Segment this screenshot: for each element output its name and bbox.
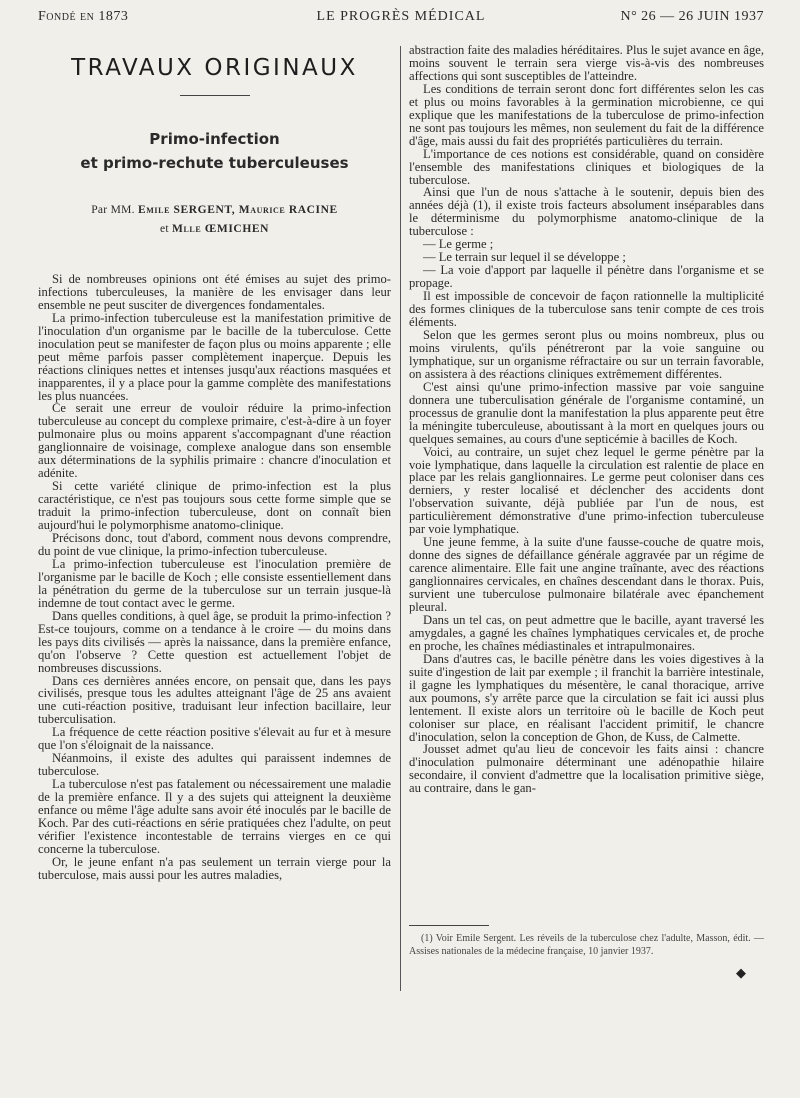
article-title-line2: et primo-rechute tuberculeuses (80, 153, 349, 172)
paragraph: Dans ces dernières années encore, on pensait que, dans les pays civilisés, presque tous les adultes atteignant l'âge de 25 ans avaient une cuti-réaction positive, traduisant leur infection bacillaire, leur tuberculisation. (38, 673, 391, 727)
paragraph: Voici, au contraire, un sujet chez lequel le germe pénètre par la voie lymphatique, dans laquelle la circulation est ralentie de place en place par les relais ganglionnaires. Le germe peut coloniser dans ces derniers, y rester localisé et déclencher des accidents dont l'observation suivante, déjà publiée par l'un de nous, est particulièrement démonstrative d'une primo-infection tuberculeuse par voie lymphatique. (409, 444, 764, 537)
paragraph: Jousset admet qu'au lieu de concevoir les faits ainsi : chancre d'inoculation pulmonaire déterminant une adénopathie hilaire secondaire, il convient d'admettre que la localisation primitive siège, au contraire, dans le gan- (409, 742, 764, 796)
paragraph: Or, le jeune enfant n'a pas seulement un terrain vierge pour la tuberculose, mais aussi pour les autres maladies, (38, 854, 391, 882)
paragraph: La fréquence de cette réaction positive s'élevait au fur et à mesure que l'on s'éloignait de la naissance. (38, 725, 391, 753)
paragraph: Dans un tel cas, on peut admettre que le bacille, ayant traversé les amygdales, a gagné les chaînes lymphatiques cervicales et, de proche en proche, les chaînes médiastinales et intrapulmonaires. (409, 612, 764, 653)
list-item: — Le terrain sur lequel il se développe ; (423, 250, 626, 265)
list-item: — La voie d'apport par laquelle il pénètre dans l'organisme et se propage. (409, 263, 764, 291)
section-title: TRAVAUX ORIGINAUX (71, 55, 358, 81)
authors-line2: Mlle ŒMICHEN (172, 222, 270, 235)
footnote-divider (409, 925, 489, 926)
article-title-line1: Primo-infection (149, 129, 280, 148)
right-column (409, 44, 764, 795)
running-head (38, 9, 764, 27)
header-journal-title: LE PROGRÈS MÉDICAL (316, 9, 486, 24)
paragraph: Si de nombreuses opinions ont été émises au sujet des primo-infections tuberculeuses, la manière de les envisager dans leur ensemble ne peut susciter de divergences fondamentales. (38, 271, 391, 312)
paragraph: L'importance de ces notions est considérable, quand on considère l'ensemble des manifestations cliniques et biologiques de la tuberculose. (409, 146, 764, 187)
title-divider (180, 95, 250, 96)
paragraph: La primo-infection tuberculeuse est l'inoculation première de l'organisme par le bacille de Koch ; elle consiste essentiellement dans la pénétration du germe de la tuberculose sur un terrain jusque-là indemne de tout contact avec le germe. (38, 556, 391, 610)
authors-prefix: Par MM. (91, 203, 135, 216)
paragraph: La primo-infection tuberculeuse est la manifestation primitive de l'inoculation d'un organisme par le bacille de la tuberculose. Cette inoculation peut se manifester de façon plus ou moins apparente ; elle peut même parfois passer complètement inaperçue. Depuis les réactions cliniques nettes et intenses jusqu'aux réactions masquées et inapparentes, il y a place pour la gamme complète des manifestations les plus nuancées. (38, 310, 391, 403)
paragraph: Si cette variété clinique de primo-infection est la plus caractéristique, ce n'est pas toujours sous cette forme simple que se traduit la primo-infection tuberculeuse, dont on connaît bien aujourd'hui le polymorphisme anatomo-clinique. (38, 479, 391, 533)
authors-line2-prefix: et (159, 222, 169, 235)
left-column (38, 42, 391, 882)
paragraph: Dans quelles conditions, à quel âge, se produit la primo-infection ? Est-ce toujours, comme on a tendance à le croire — du moins dans les pays dits civilisés — après la naissance, dans la première enfance, qu'on l'observe ? Cette question est actuellement l'objet de nombreuses discussions. (38, 608, 391, 675)
paragraph: Néanmoins, il existe des adultes qui paraissent indemnes de tuberculose. (38, 751, 391, 779)
paragraph: Ainsi que l'un de nous s'attache à le soutenir, depuis bien des années déjà (1), il existe trois facteurs absolument inséparables dans le déterminisme du polymorphisme anatomo-clinique de la tuberculose : (409, 185, 764, 239)
paragraph: C'est ainsi qu'une primo-infection massive par voie sanguine donnera une tuberculisation générale de l'organisme contaminé, un processus de granulie dont la manifestation la plus apparente peut être la méningite tuberculeuse, aboutissant à la mort en quelques jours ou quelques semaines, au cours d'une septicémie à bacilles de Koch. (409, 379, 764, 446)
authors-line1: Emile SERGENT, Maurice RACINE (138, 203, 338, 216)
paragraph: Précisons donc, tout d'abord, comment nous devons comprendre, du point de vue clinique, la primo-infection tuberculeuse. (38, 531, 391, 558)
list-item: — Le germe ; (423, 237, 494, 252)
column-divider (400, 46, 401, 991)
paragraph: Dans d'autres cas, le bacille pénètre dans les voies digestives à la suite d'ingestion de lait par exemple ; il franchit la barrière intestinale, il gagne les lymphatiques du mésentère, le canal thoracique, arrive aux poumons, s'y arrête parce que la circulation se fait ici aussi plus lentement. Il existe alors un territoire où le bacille de Koch peut coloniser sur place, en réalisant l'accident primitif, le chancre d'inoculation, selon la conception de Ghon, de Kuss, de Calmette. (409, 651, 764, 744)
paragraph: Une jeune femme, à la suite d'une fausse-couche de quatre mois, donne des signes de défaillance générale aggravée par un régime de carence alimentaire. Elle fait une angine traînante, avec des réactions ganglionnaires cervicales, en chaînes descendant dans le thorax. Puis, survient une tuberculose pulmonaire bilatérale avec épanchement pleural. (409, 535, 764, 614)
paragraph: abstraction faite des maladies héréditaires. Plus le sujet avance en âge, moins souvent le terrain sera vierge vis-à-vis des nombreuses affections qui sont susceptibles de l'atteindre. (409, 43, 764, 83)
header-issue-date: N° 26 — 26 JUIN 1937 (620, 9, 764, 24)
end-diamond-icon: ◆ (736, 966, 746, 981)
paragraph: Il est impossible de concevoir de façon rationnelle la multiplicité des formes cliniques de la tuberculose sans tenir compte de ces trois éléments. (409, 289, 764, 330)
paragraph: La tuberculose n'est pas fatalement ou nécessairement une maladie de la première enfance. Il y a des sujets qui atteignent la deuxième enfance ou même l'âge adulte sans avoir été inoculés par le bacille de Koch. Par des cuti-réactions en série pratiquées chez l'adulte, on peut vérifier l'existence incontestable de terrains vierges en ce qui concerne la tuberculose. (38, 777, 391, 856)
paragraph: Ce serait une erreur de vouloir réduire la primo-infection tuberculeuse au concept du complexe primaire, c'est-à-dire à un foyer pulmonaire plus ou moins apparent s'accompagnant d'une réaction ganglionnaire de voisinage, complexe analogue dans son ensemble aux déterminations de la syphilis primaire : chancre d'inoculation et adénite. (38, 401, 391, 481)
paragraph: Les conditions de terrain seront donc fort différentes selon les cas et plus ou moins favorables à la germination microbienne, ce qui explique que les manifestations de la tuberculose de primo-infection ne sont pas toujours les mêmes, non seulement du fait de la différence d'âge, mais aussi du fait des propriétés particulières du terrain. (409, 81, 764, 148)
footnote: (1) Voir Emile Sergent. Les réveils de la tuberculose chez l'adulte, Masson, édit. — Assises nationales de la médecine française, 10 janvier 1937. (409, 933, 764, 957)
left-body-text (38, 273, 391, 882)
article-title (38, 127, 391, 175)
paragraph: Selon que les germes seront plus ou moins nombreux, plus ou moins virulents, qu'ils pénétreront par la voie sanguine ou lymphatique, sur un organisme réfractaire ou sur un terrain favorable, on assistera à des réactions cliniques extrêmement différentes. (409, 327, 764, 381)
article-authors (38, 201, 391, 239)
header-founded: Fondé en 1873 (38, 9, 129, 24)
